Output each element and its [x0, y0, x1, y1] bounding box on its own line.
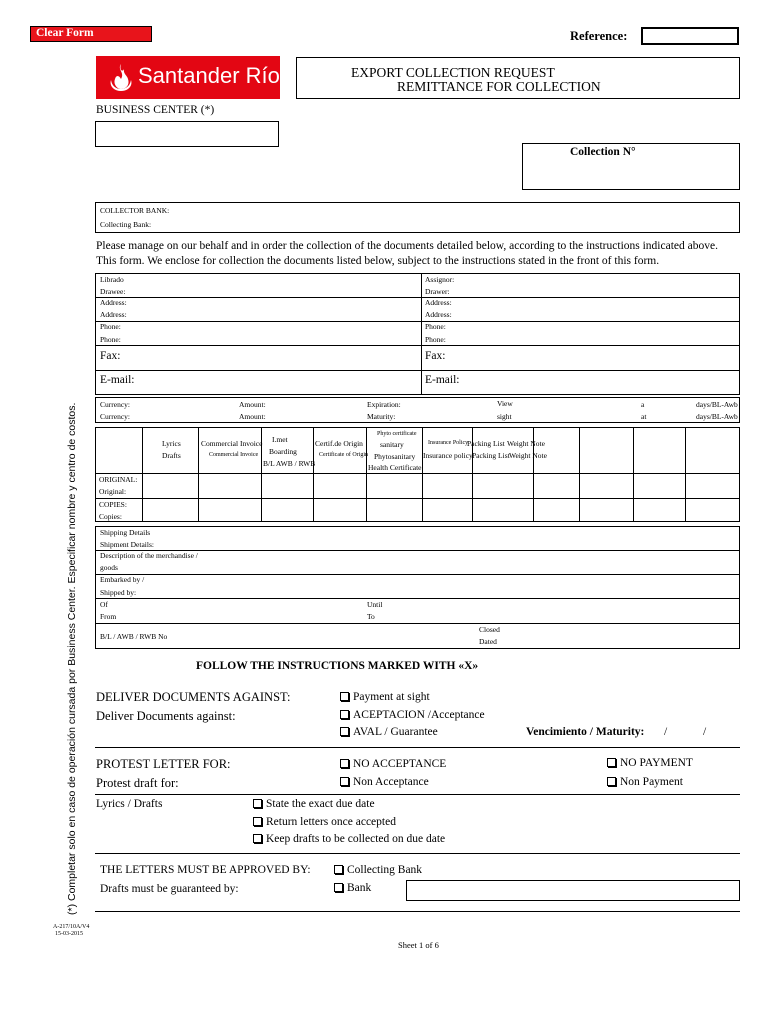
closed-label: Closed — [479, 625, 500, 634]
approved-sub: Drafts must be guaranteed by: — [100, 883, 239, 895]
sanitary-header: sanitary — [380, 440, 404, 449]
amount-label: Amount: — [239, 400, 266, 409]
drawer-label: Drawer: — [425, 287, 450, 296]
address-label: Address: — [100, 310, 127, 319]
amount-label: Amount: — [239, 412, 266, 421]
title-line2: REMITTANCE FOR COLLECTION — [397, 79, 601, 94]
packing-header: Packing List — [472, 451, 510, 460]
clear-form-button[interactable] — [30, 26, 152, 42]
terms-table — [95, 397, 740, 423]
fax-label: Fax: — [425, 350, 446, 362]
bl-number-label: B/L / AWB / RWB No — [100, 632, 168, 641]
checkbox-icon — [253, 817, 262, 826]
commercial-invoice-sub: Commercial Invoice — [209, 452, 259, 458]
approved-heading: THE LETTERS MUST BE APPROVED BY: — [100, 864, 311, 876]
acceptance-option[interactable]: ACEPTACION /Acceptance — [340, 709, 485, 721]
address-label: Address: — [425, 298, 452, 307]
health-header: Health Certificate — [368, 463, 422, 472]
non-payment-option[interactable]: Non Payment — [607, 776, 683, 788]
deliver-heading: DELIVER DOCUMENTS AGAINST: — [96, 690, 291, 704]
collector-bank-box[interactable] — [95, 202, 740, 233]
commercial-invoice-header: Commercial Invoice — [201, 439, 263, 448]
fax-label: Fax: — [100, 350, 121, 362]
parties-table — [95, 273, 740, 395]
checkbox-icon — [340, 727, 349, 736]
lyrics-header: Lyrics — [162, 439, 181, 448]
collection-label: Collection N° — [570, 146, 636, 158]
state-due-date-option[interactable]: State the exact due date — [253, 798, 375, 810]
title-box — [296, 57, 740, 99]
documents-table — [95, 427, 740, 522]
form-date: 15-03-2015 — [55, 931, 83, 937]
of-label: Of — [100, 600, 108, 609]
date-slash: / — [664, 726, 668, 738]
checkbox-icon — [340, 759, 349, 768]
checkbox-icon — [607, 777, 616, 786]
days-label: days/BL-Awb — [696, 400, 738, 409]
from-label: From — [100, 612, 117, 621]
days-label: days/BL-Awb — [696, 412, 738, 421]
keep-drafts-option[interactable]: Keep drafts to be collected on due date — [253, 833, 445, 845]
maturity-label: Maturity: — [367, 412, 396, 421]
no-acceptance-option[interactable]: NO ACCEPTANCE — [340, 758, 446, 770]
address-label: Address: — [425, 310, 452, 319]
checkbox-icon — [253, 834, 262, 843]
address-label: Address: — [100, 298, 127, 307]
weight-note-header: Weight Note — [507, 439, 545, 448]
brand-name: Santander Río — [138, 63, 280, 88]
checkbox-icon — [607, 758, 616, 767]
collector-bank-label: COLLECTOR BANK: — [100, 206, 170, 215]
view-label: View — [497, 399, 513, 408]
currency-label: Currency: — [100, 412, 130, 421]
description-label: Description of the merchandise / — [100, 551, 198, 560]
shipping-table — [95, 526, 740, 649]
protest-heading: PROTEST LETTER FOR: — [96, 757, 231, 771]
a-label: a — [641, 400, 645, 409]
phone-label: Phone: — [100, 335, 121, 344]
checkbox-icon — [334, 883, 343, 892]
business-center-label: BUSINESS CENTER (*) — [96, 104, 215, 116]
shipped-label: Shipped by: — [100, 588, 137, 597]
title-line1: EXPORT COLLECTION REQUEST — [351, 65, 555, 80]
original-upper-label: ORIGINAL: — [99, 475, 138, 484]
reference-input[interactable] — [641, 27, 739, 45]
lyrics-drafts-label: Lyrics / Drafts — [96, 798, 163, 810]
insurance-header: Insurance policy — [423, 451, 473, 460]
collecting-bank-label: Collecting Bank: — [100, 220, 152, 229]
shipping-details-label: Shipping Details — [100, 528, 151, 537]
dated-label: Dated — [479, 637, 497, 646]
sheet-number: Sheet 1 of 6 — [398, 940, 439, 950]
email-label: E-mail: — [425, 374, 460, 386]
sight-label: sight — [497, 412, 512, 421]
no-payment-option[interactable]: NO PAYMENT — [607, 757, 693, 769]
intro-line2: This form. We enclose for collection the documents listed below, subject to the instructions stated in the front of this form. — [96, 255, 660, 267]
checkbox-icon — [340, 777, 349, 786]
phone-label: Phone: — [425, 322, 446, 331]
to-label: To — [367, 612, 375, 621]
currency-label: Currency: — [100, 400, 130, 409]
form-code: A-217/10A/V4 — [53, 924, 90, 930]
packing-header: Packing List — [467, 439, 505, 448]
copies-label: Copies: — [99, 512, 122, 521]
insurance-small: Insurance Policy — [428, 440, 469, 446]
date-slash: / — [703, 726, 707, 738]
checkbox-icon — [340, 692, 349, 701]
brand-logo — [96, 56, 280, 99]
flame-icon — [108, 62, 134, 92]
weight-note-header: Weight Note — [509, 451, 547, 460]
checkbox-icon — [253, 799, 262, 808]
follow-instructions: FOLLOW THE INSTRUCTIONS MARKED WITH «X» — [196, 660, 479, 672]
bank-input[interactable] — [406, 880, 740, 901]
phone-label: Phone: — [100, 322, 121, 331]
bank-option[interactable]: Bank — [334, 882, 371, 894]
shipment-details-label: Shipment Details: — [100, 540, 154, 549]
business-center-input[interactable] — [95, 121, 279, 147]
expiration-label: Expiration: — [367, 400, 401, 409]
collecting-bank-option[interactable]: Collecting Bank — [334, 864, 422, 876]
checkbox-icon — [340, 710, 349, 719]
librado-label: Librado — [100, 275, 124, 284]
guarantee-option[interactable]: AVAL / Guarantee — [340, 726, 438, 738]
payment-at-sight-option[interactable]: Payment at sight — [340, 691, 430, 703]
certif-sub: Certificate of Origin — [319, 452, 368, 458]
deliver-sub: Deliver Documents against: — [96, 709, 236, 723]
assignor-label: Assignor: — [425, 275, 455, 284]
bl-header: B/L AWB / RWB — [263, 459, 316, 468]
collection-number-box[interactable] — [522, 143, 740, 190]
until-label: Until — [367, 600, 383, 609]
copies-upper-label: COPIES: — [99, 500, 127, 509]
drafts-header: Drafts — [162, 451, 181, 460]
phone-label: Phone: — [425, 335, 446, 344]
phyto-small: Phyto certificate — [377, 431, 417, 437]
drawee-label: Drawee: — [100, 287, 126, 296]
email-label: E-mail: — [100, 374, 135, 386]
maturity-label: Vencimiento / Maturity: — [526, 726, 645, 738]
clear-form-label: Clear Form — [36, 27, 94, 39]
goods-label: goods — [100, 563, 118, 572]
embarked-label: Embarked by / — [100, 575, 145, 584]
at-label: at — [641, 412, 647, 421]
return-letters-option[interactable]: Return letters once accepted — [253, 816, 396, 828]
certif-header: Certif.de Origin — [315, 439, 363, 448]
phyto-header: Phytosanitary — [374, 452, 416, 461]
non-acceptance-option[interactable]: Non Acceptance — [340, 776, 429, 788]
protest-sub: Protest draft for: — [96, 776, 179, 790]
checkbox-icon — [334, 865, 343, 874]
intro-line1: Please manage on our behalf and in order the collection of the documents detailed below, according to the instructions indicated above. — [96, 240, 718, 252]
original-label: Original: — [99, 487, 127, 496]
boarding-header: Boarding — [269, 447, 297, 456]
side-note: (*) Completar solo en caso de operación cursada por Business Center. Especificar nombre y centro de costos. — [66, 402, 78, 915]
imet-header: I.met — [272, 435, 288, 444]
reference-label: Reference: — [570, 29, 628, 43]
